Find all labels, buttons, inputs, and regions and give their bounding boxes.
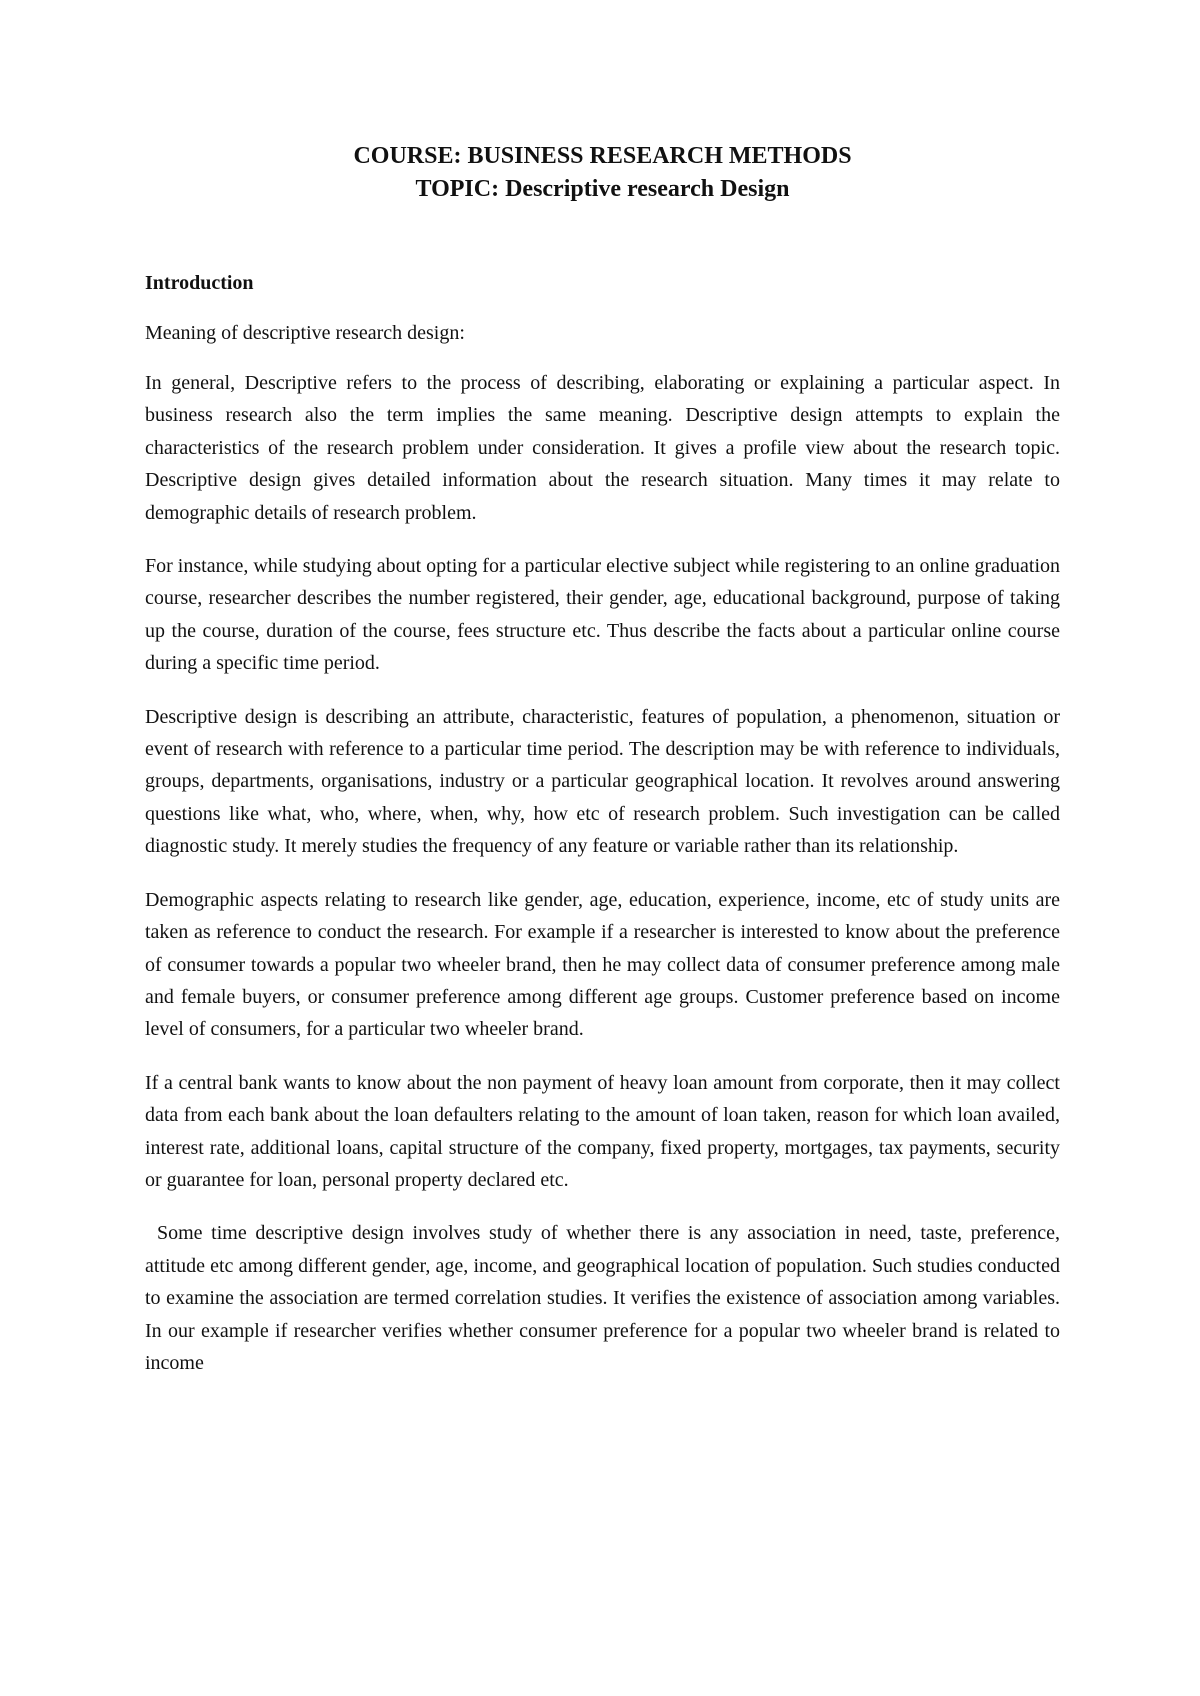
document-page [145, 140, 1060, 1379]
topic-title: TOPIC: Descriptive research Design [415, 176, 790, 202]
section-heading-introduction: Introduction [145, 272, 254, 294]
document-title-block [145, 140, 1060, 206]
paragraph-attribute-description: Descriptive design is describing an attribute, characteristic, features of population, a phenomenon, situation or event of research with reference to a particular time period. The description may be with reference to individuals, groups, departments, organisations, industry or a particular geographical location. It revolves around answering questions like what, who, where, when, why, how etc of research problem. Such investigation can be called diagnostic study. It merely studies the frequency of any feature or variable rather than its relationship. [145, 705, 1060, 858]
subheading-meaning: Meaning of descriptive research design: [145, 322, 465, 344]
paragraph-general-definition: In general, Descriptive refers to the process of describing, elaborating or explaining a particular aspect. In business research also the term implies the same meaning. Descriptive design attempts to explain the characteristics of the research problem under consideration. It gives a profile view about the research topic. Descriptive design gives detailed information about the research situation. Many times it may relate to demographic details of research problem. [145, 372, 1060, 524]
paragraph-instance-example: For instance, while studying about opting for a particular elective subject while registering to an online graduation course, researcher describes the number registered, their gender, age, educational background, purpose of taking up the course, duration of the course, fees structure etc. Thus describe the facts about a particular online course during a specific time period. [145, 555, 1060, 675]
paragraph-demographic-aspects: Demographic aspects relating to research like gender, age, education, experience, income, etc of study units are taken as reference to conduct the research. For example if a researcher is interested to know about the preference of consumer towards a popular two wheeler brand, then he may collect data of consumer preference among male and female buyers, or consumer preference among different age groups. Customer preference based on income level of consumers, for a particular two wheeler brand. [145, 888, 1060, 1041]
course-title: COURSE: BUSINESS RESEARCH METHODS [353, 143, 852, 169]
paragraph-central-bank-example: If a central bank wants to know about the non payment of heavy loan amount from corporate, then it may collect data from each bank about the loan defaulters relating to the amount of loan taken, reason for which loan availed, interest rate, additional loans, capital structure of the company, fixed property, mortgages, tax payments, security or guarantee for loan, personal property declared etc. [145, 1071, 1060, 1191]
paragraph-correlation-studies: Some time descriptive design involves study of whether there is any association in need, taste, preference, attitude etc among different gender, age, income, and geographical location of population. Such studies conducted to examine the association are termed correlation studies. It verifies the existence of association among variables. In our example if researcher verifies whether consumer preference for a popular two wheeler brand is related to income [145, 1222, 1060, 1374]
